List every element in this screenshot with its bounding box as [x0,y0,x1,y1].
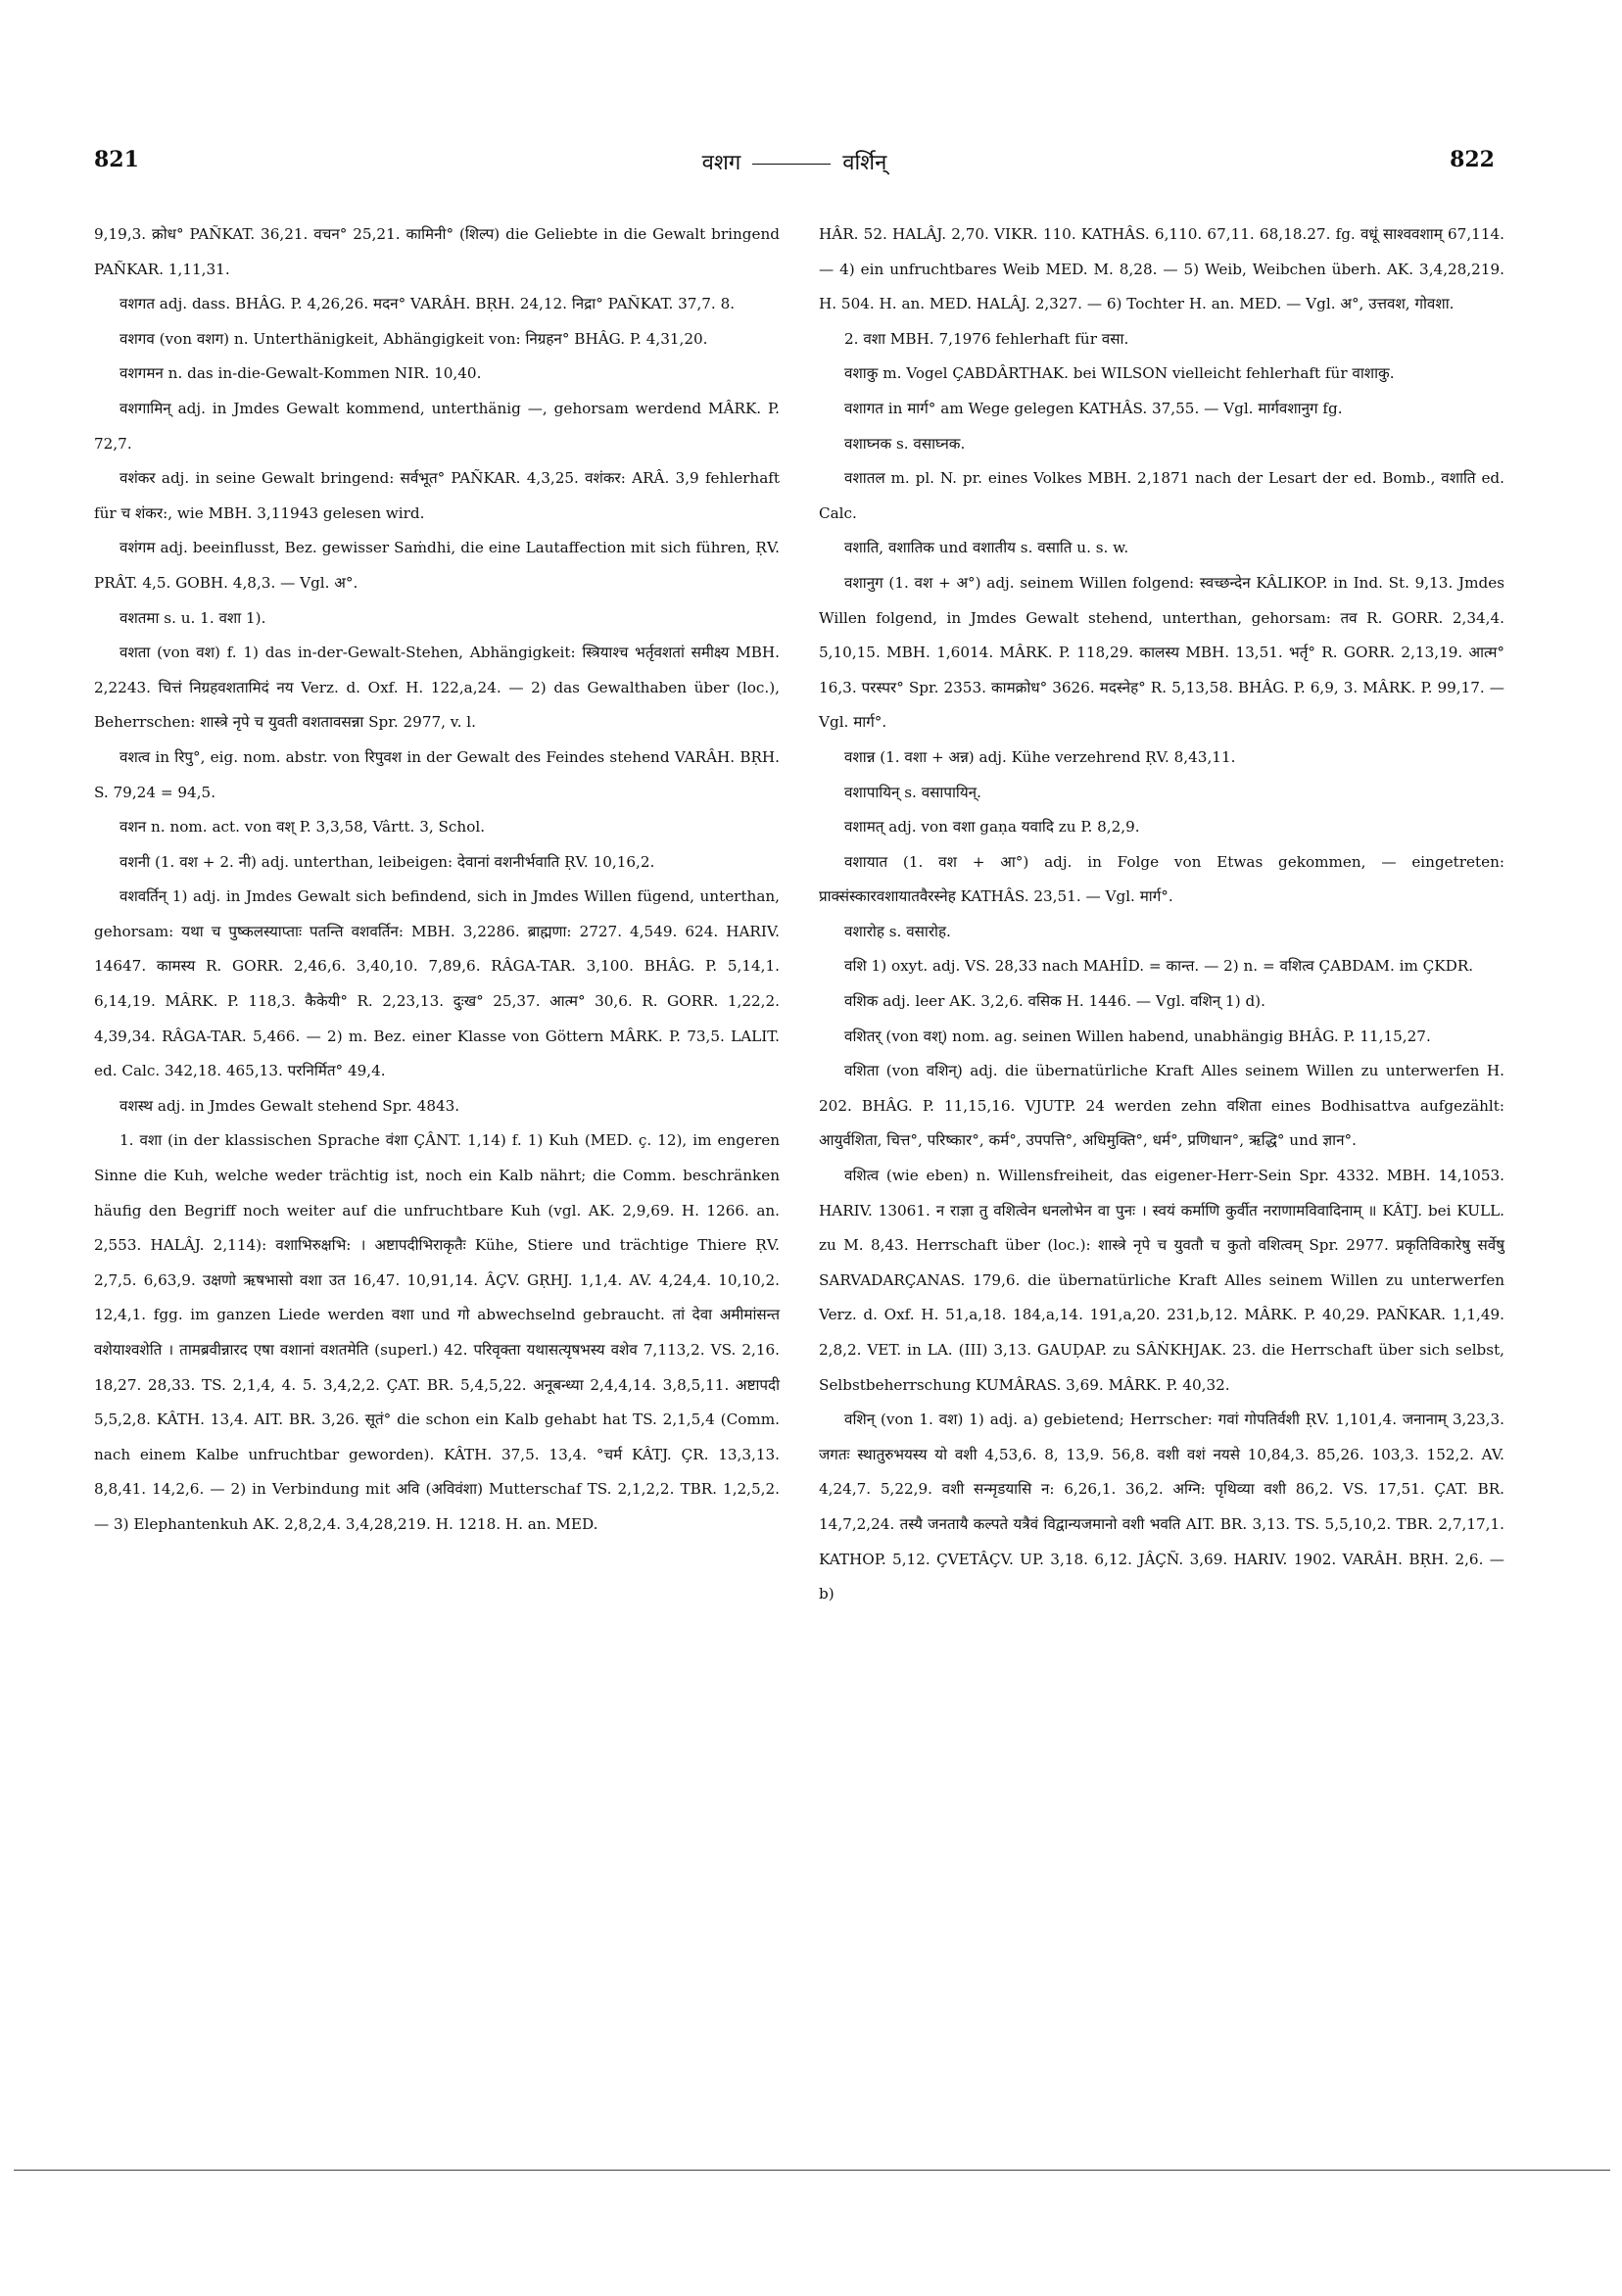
dictionary-entry: वशाति, वशातिक und वशातीय s. वसाति u. s. w. [844,539,1129,557]
dictionary-entry: वशितर् (von वश्) nom. ag. seinen Willen habend, unabhängig BHÂG. P. 11,15,27. [844,1027,1431,1045]
dictionary-entry: वशागत in मार्ग° am Wege gelegen KATHÂS. 37,55. — Vgl. मार्गवशानुग fg. [844,399,1343,417]
page-header [94,147,1495,186]
dictionary-entry: वशस्थ adj. in Jmdes Gewalt stehend Spr. 4843. [119,1096,460,1115]
dictionary-entry: वशायात (1. वश + आ°) adj. in Folge von Etwas gekommen, — eingetreten: प्राक्संस्कारवशायातवैरस्नेह KATHÂS. 23,51. — Vgl. मार्ग°. [819,852,1504,906]
dictionary-entry: वशापायिन् s. वसापायिन्. [844,783,981,801]
dictionary-entry: वशन n. nom. act. von वश् P. 3,3,58, Vârtt. 3, Schol. [119,818,486,837]
dictionary-entry: 9,19,3. क्रोध° PAÑKAT. 36,21. वचन° 25,21. कामिनी° (शिल्प) die Geliebte in die Gewalt bringend PAÑKAR. 1,11,31. [94,225,780,278]
dictionary-entry: वशिन् (von 1. वश) 1) adj. a) gebietend; Herrscher: गवां गोपतिर्वशी ṚV. 1,101,4. जनानाम् 3,23,3. जगतः स्थातुरुभयस्य यो वशी 4,53,6. 8, 13,9. 56,8. वशी वशं नयसे 10,84,3. 85,26. 103,3. 152,2. AV. 4,24,7. 5,22,9. वशी सन्मृडयासि न: 6,26,1. 36,2. अग्नि: पृथिव्या वशी 86,2. VS. 17,51. ÇAT. BR. 14,7,2,24. तस्यै जनतायै कल्पते यत्रैवं विद्वान्यजमानो वशी भवति AIT. BR. 3,13. TS. 5,5,10,2. TBR. 2,7,17,1. KATHOP. 5,12. ÇVETÂÇV. UP. 3,18. 6,12. JÂÇÑ. 3,69. HARIV. 1902. VARÂH. BṚH. 2,6. — b) [819,1411,1504,1603]
dictionary-entry: वशानुग (1. वश + अ°) adj. seinem Willen folgend: स्वच्छन्देन KÂLIKOP. in Ind. St. 9,13. Jmdes Willen folgend, in Jmdes Gewalt stehend, unterthan, gehorsam: तव R. GORR. 2,34,4. 5,10,15. MBH. 1,6014. MÂRK. P. 118,29. कालस्य MBH. 13,51. भर्तृ° R. GORR. 2,13,19. आत्म° 16,3. परस्पर° Spr. 2353. कामक्रोध° 3626. मदस्नेह° R. 5,13,58. BHÂG. P. 6,9, 3. MÂRK. P. 99,17. — Vgl. मार्ग°. [819,573,1504,732]
dictionary-entry: वशामत् adj. von वशा gaṇa यवादि zu P. 8,2,9. [844,818,1140,837]
dictionary-entry: HÂR. 52. HALÂJ. 2,70. VIKR. 110. KATHÂS. 6,110. 67,11. 68,18.27. fg. वधूं साश्ववशाम् 67,114. — 4) ein unfruchtbares Weib MED. M. 8,28. — 5) Weib, Weibchen überh. AK. 3,4,28,219. H. 504. H. an. MED. HALÂJ. 2,327. — 6) Tochter H. an. MED. — Vgl. अ°, उत्तवश, गोवशा. [819,225,1504,313]
right-column [819,217,1504,1612]
running-head-start: वशग [701,151,741,175]
dictionary-entry: वशाघ्नक s. वसाघ्नक. [844,434,966,453]
dictionary-entry: वशगव (von वशग) n. Unterthänigkeit, Abhängigkeit von: निग्रहन° BHÂG. P. 4,31,20. [119,329,708,348]
dictionary-entry: वशिक adj. leer AK. 3,2,6. वसिक H. 1446. — Vgl. वशिन् 1) d). [844,992,1265,1011]
dictionary-entry: वशत्व in रिपु°, eig. nom. abstr. von रिपुवश in der Gewalt des Feindes stehend VARÂH. BṚH. S. 79,24 = 94,5. [94,747,780,801]
page-number-right: 822 [1450,147,1495,172]
dictionary-entry: वशगत adj. dass. BHÂG. P. 4,26,26. मदन° VARÂH. BṚH. 24,12. निद्रा° PAÑKAT. 37,7. 8. [119,295,736,313]
dictionary-entry: वशंगम adj. beeinflusst, Bez. gewisser Saṁdhi, die eine Lautaffection mit sich führen, ṚV. PRÂT. 4,5. GOBH. 4,8,3. — Vgl. अ°. [94,539,780,592]
dictionary-entry: वशान्न (1. वशा + अन्न) adj. Kühe verzehrend ṚV. 8,43,11. [844,747,1236,766]
footer-rule [14,2170,1610,2171]
dictionary-entry: वशातल m. pl. N. pr. eines Volkes MBH. 2,1871 nach der Lesart der ed. Bomb., वशाति ed. Calc. [819,469,1504,522]
dictionary-entry: वशवर्तिन् 1) adj. in Jmdes Gewalt sich befindend, sich in Jmdes Willen fügend, unterthan, gehorsam: यथा च पुष्कलस्याप्ताः पतन्ति वशवर्तिन: MBH. 3,2286. ब्राह्मणा: 2727. 4,549. 624. HARIV. 14647. कामस्य R. GORR. 2,46,6. 3,40,10. 7,89,6. RÂGA-TAR. 3,100. BHÂG. P. 5,14,1. 6,14,19. MÂRK. P. 118,3. कैकेयी° R. 2,23,13. दुःख° 25,37. आत्म° 30,6. R. GORR. 1,22,2. 4,39,34. RÂGA-TAR. 5,466. — 2) m. Bez. einer Klasse von Göttern MÂRK. P. 73,5. LALIT. ed. Calc. 342,18. 465,13. परनिर्मित° 49,4. [94,887,780,1080]
running-head [94,147,1495,176]
dictionary-entry: वशि 1) oxyt. adj. VS. 28,33 nach MAHÎD. = कान्त. — 2) n. = वशित्व ÇABDAM. im ÇKDR. [844,957,1474,976]
dictionary-entry: वशगमन n. das in-die-Gewalt-Kommen NIR. 10,40. [119,364,482,383]
page-number-left: 821 [94,147,139,172]
running-head-dash [752,164,831,165]
left-column [94,217,780,1543]
running-head-end: वर्शिन् [842,151,887,175]
dictionary-entry: 1. वशा (in der klassischen Sprache वंशा ÇÂNT. 1,14) f. 1) Kuh (MED. ç. 12), im engeren Sinne die Kuh, welche weder trächtig ist, noch ein Kalb nährt; die Comm. beschränken häufig den Begriff noch weiter auf die unfruchtbare Kuh (vgl. AK. 2,9,69. H. 1266. an. 2,553. HALÂJ. 2,114): वशाभिरुक्षभि: । अष्टापदीभिराकृतैः Kühe, Stiere und trächtige Thiere ṚV. 2,7,5. 6,63,9. उक्षणो ऋषभासो वशा उत 16,47. 10,91,14. ÂÇV. GṚHJ. 1,1,4. AV. 4,24,4. 10,10,2. 12,4,1. fgg. im ganzen Liede werden वशा und गो abwechselnd gebraucht. तां देवा अमीमांसन्त वशेयाश्वशेति । तामब्रवीन्नारद एषा वशानां वशतमेति (superl.) 42. परिवृक्ता यथासत्यृषभस्य वशेव 7,113,2. VS. 2,16. 18,27. 28,33. TS. 2,1,4, 4. 5. 3,4,2,2. ÇAT. BR. 5,4,5,22. अनूबन्ध्या 2,4,4,14. 3,8,5,11. अष्टापदी 5,5,2,8. KÂTH. 13,4. AIT. BR. 3,26. सूतं° die schon ein Kalb gehabt hat TS. 2,1,5,4 (Comm. nach einem Kalbe unfruchtbar geworden). KÂTH. 37,5. 13,4. °चर्म KÂTJ. ÇR. 13,3,13. 8,8,41. 14,2,6. — 2) in Verbindung mit अवि (अविवंशा) Mutterschaf TS. 2,1,2,2. TBR. 1,2,5,2. — 3) Elephantenkuh AK. 2,8,2,4. 3,4,28,219. H. 1218. H. an. MED. [94,1131,780,1533]
dictionary-entry: वशाकु m. Vogel ÇABDÂRTHAK. bei WILSON vielleicht fehlerhaft für वाशाकु. [844,364,1395,383]
dictionary-entry: वशता (von वश) f. 1) das in-der-Gewalt-Stehen, Abhängigkeit: स्त्रियाश्च भर्तृवशतां समीक्ष्य MBH. 2,2243. चित्तं निग्रहवशतामिदं नय Verz. d. Oxf. H. 122,a,24. — 2) das Gewalthaben über (loc.), Beherrschen: शास्त्रे नृपे च युवती वशतावसन्ना Spr. 2977, v. l. [94,644,780,732]
dictionary-entry: वशित्व (wie eben) n. Willensfreiheit, das eigener-Herr-Sein Spr. 4332. MBH. 14,1053. HARIV. 13061. न राज्ञा तु वशित्वेन धनलोभेन वा पुनः । स्वयं कर्माणि कुर्वीत नराणामविवादिनाम् ॥ KÂTJ. bei KULL. zu M. 8,43. Herrschaft über (loc.): शास्त्रे नृपे च युवतौ च कुतो वशित्वम् Spr. 2977. प्रकृतिविकारेषु सर्वेषु SARVADARÇANAS. 179,6. die übernatürliche Kraft Alles seinem Willen zu unterwerfen Verz. d. Oxf. H. 51,a,18. 184,a,14. 191,a,20. 231,b,12. MÂRK. P. 40,29. PAÑKAR. 1,1,49. 2,8,2. VET. in LA. (III) 3,13. GAUḌAP. zu SÂṄKHJAK. 23. die Herrschaft über sich selbst, Selbstbeherrschung KUMÂRAS. 3,69. MÂRK. P. 40,32. [819,1167,1504,1394]
dictionary-entry: वशतमा s. u. 1. वशा 1). [119,608,266,627]
dictionary-entry: वशगामिन् adj. in Jmdes Gewalt kommend, unterthänig —, gehorsam werdend MÂRK. P. 72,7. [94,399,780,453]
dictionary-entry: वशारोह s. वसारोह. [844,922,951,940]
dictionary-entry: 2. वशा MBH. 7,1976 fehlerhaft für वसा. [844,329,1129,348]
dictionary-entry: वशिता (von वशिन्) adj. die übernatürliche Kraft Alles seinem Willen zu unterwerfen H. 202. BHÂG. P. 11,15,16. VJUTP. 24 werden zehn वशिता eines Bodhisattva aufgezählt: आयुर्वशिता, चित्त°, परिष्कार°, कर्म°, उपपत्ति°, अधिमुक्ति°, धर्म°, प्रणिधान°, ऋद्धि° und ज्ञान°. [819,1062,1504,1150]
dictionary-entry: वशंकर adj. in seine Gewalt bringend: सर्वभूत° PAÑKAR. 4,3,25. वशंकर: ARÂ. 3,9 fehlerhaft für च शंकर:, wie MBH. 3,11943 gelesen wird. [94,469,780,522]
dictionary-entry: वशनी (1. वश + 2. नी) adj. unterthan, leibeigen: देवानां वशनीर्भवाति ṚV. 10,16,2. [119,852,655,871]
